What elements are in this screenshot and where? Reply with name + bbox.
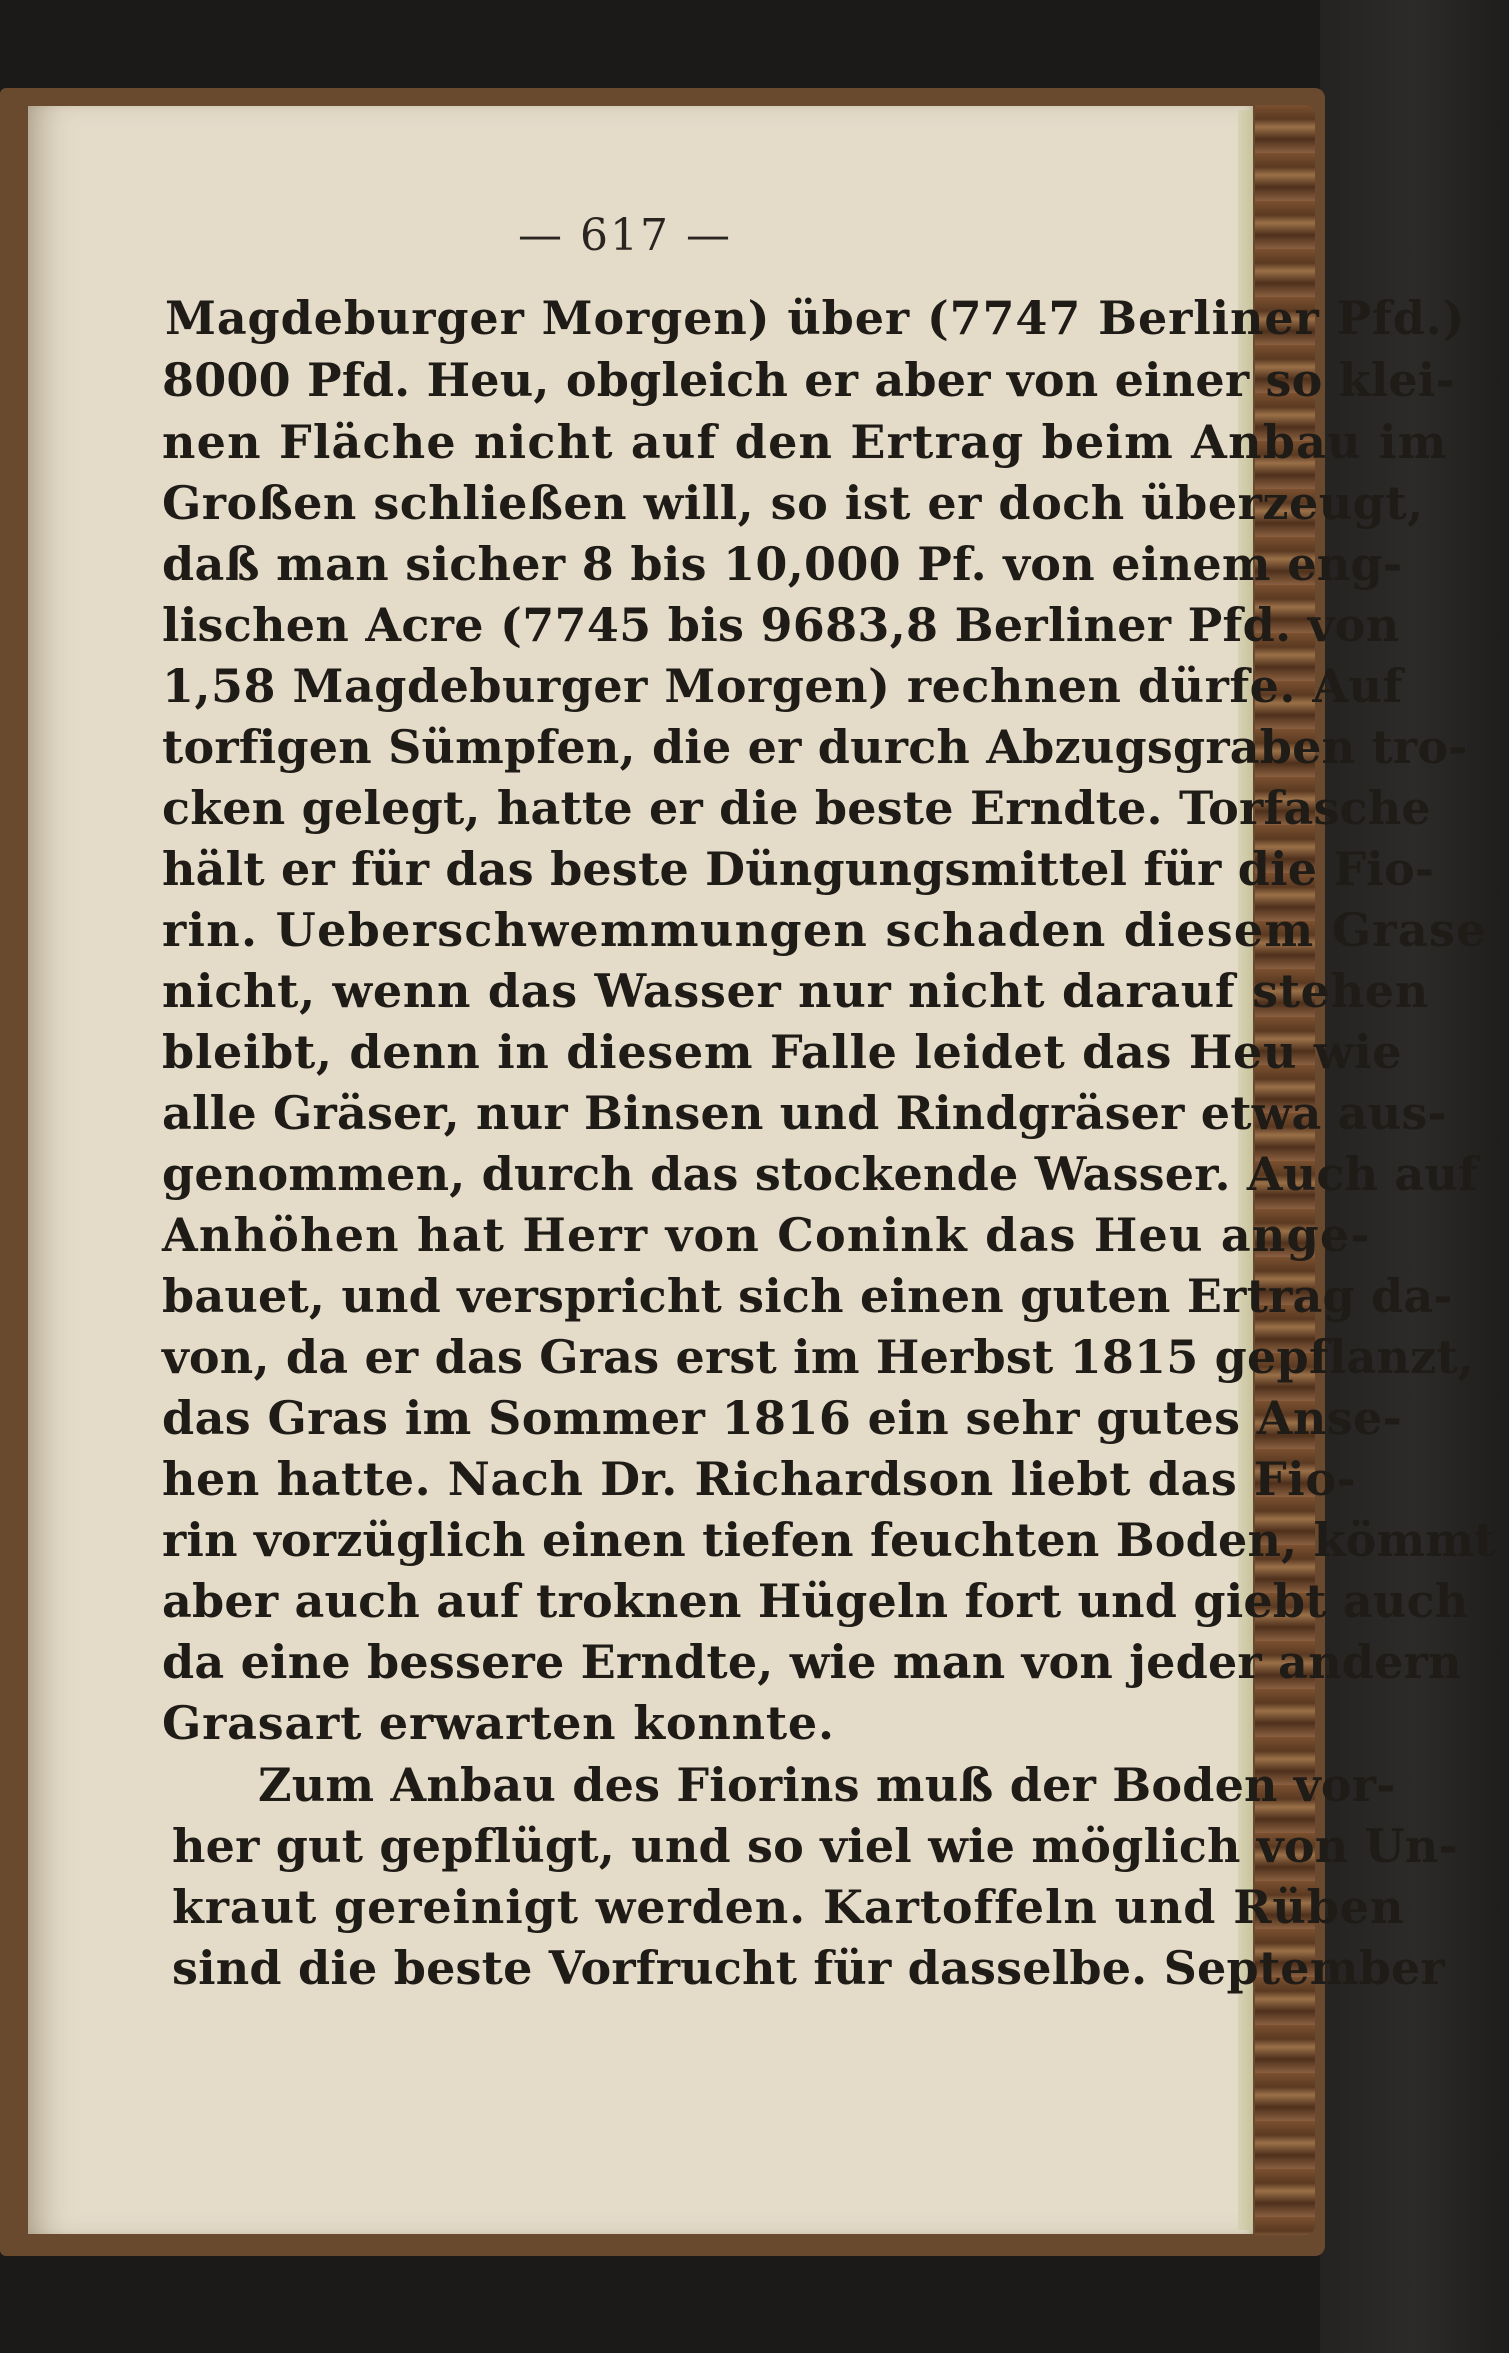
text-line-7: 1,58 Magdeburger Morgen) rechnen dürfe. Auf bbox=[162, 659, 1403, 713]
text-line-12: nicht, wenn das Wasser nur nicht darauf stehen bbox=[162, 964, 1429, 1018]
text-line-16: Anhöhen hat Herr von Conink das Heu ange- bbox=[162, 1208, 1371, 1262]
text-line-3: nen Fläche nicht auf den Ertrag beim Anbau im bbox=[162, 415, 1448, 469]
text-line-15: genommen, durch das stockende Wasser. Auch auf bbox=[162, 1147, 1479, 1201]
text-line-25: Zum Anbau des Fiorins muß der Boden vor- bbox=[258, 1758, 1396, 1812]
text-line-17: bauet, und verspricht sich einen guten Ertrag da- bbox=[162, 1269, 1453, 1323]
text-line-8: torfigen Sümpfen, die er durch Abzugsgraben tro- bbox=[162, 720, 1468, 774]
text-line-21: rin vorzüglich einen tiefen feuchten Boden, kömmt bbox=[162, 1513, 1496, 1567]
text-line-13: bleibt, denn in diesem Falle leidet das Heu wie bbox=[162, 1025, 1403, 1079]
text-line-28: sind die beste Vorfrucht für dasselbe. September bbox=[172, 1941, 1445, 1995]
text-line-10: hält er für das beste Düngungsmittel für die Fio- bbox=[162, 842, 1435, 896]
text-line-23: da eine bessere Erndte, wie man von jeder andern bbox=[162, 1635, 1462, 1689]
text-line-11: rin. Ueberschwemmungen schaden diesem Grase bbox=[162, 903, 1487, 957]
text-line-22: aber auch auf troknen Hügeln fort und giebt auch bbox=[162, 1574, 1469, 1628]
text-line-9: cken gelegt, hatte er die beste Erndte. Torfasche bbox=[162, 781, 1431, 835]
text-line-14: alle Gräser, nur Binsen und Rindgräser etwa aus- bbox=[162, 1086, 1447, 1140]
page-number: — 617 — bbox=[518, 210, 732, 261]
text-line-2: 8000 Pfd. Heu, obgleich er aber von einer so klei- bbox=[162, 353, 1455, 407]
text-line-19: das Gras im Sommer 1816 ein sehr gutes Anse- bbox=[162, 1391, 1403, 1445]
text-line-6: lischen Acre (7745 bis 9683,8 Berliner Pfd. von bbox=[162, 598, 1400, 652]
text-line-20: hen hatte. Nach Dr. Richardson liebt das Fio- bbox=[162, 1452, 1357, 1506]
text-line-27: kraut gereinigt werden. Kartoffeln und Rüben bbox=[172, 1880, 1405, 1934]
text-line-18: von, da er das Gras erst im Herbst 1815 gepflanzt, bbox=[162, 1330, 1475, 1384]
text-line-1: Magdeburger Morgen) über (7747 Berliner Pfd.) bbox=[165, 291, 1466, 345]
text-line-5: daß man sicher 8 bis 10,000 Pf. von einem eng- bbox=[162, 537, 1403, 591]
text-line-4: Großen schließen will, so ist er doch überzeugt, bbox=[162, 476, 1424, 530]
text-line-26: her gut gepflügt, und so viel wie möglich von Un- bbox=[172, 1819, 1458, 1873]
text-line-24: Grasart erwarten konnte. bbox=[162, 1696, 835, 1750]
